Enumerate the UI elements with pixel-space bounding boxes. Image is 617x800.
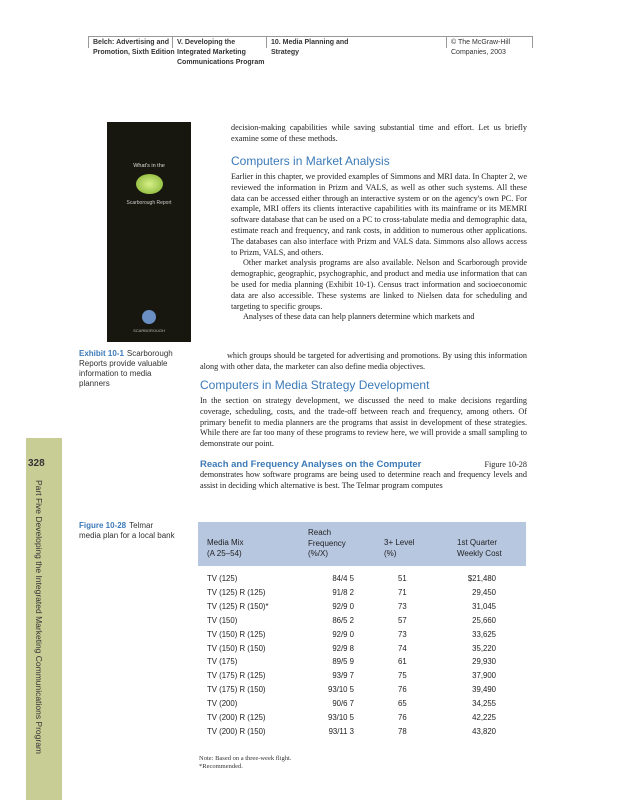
page-number: 328 [28, 458, 45, 469]
cell-weekly-cost: 35,220 [472, 643, 496, 653]
cell-reach-frequency: 93/11 3 [328, 726, 354, 736]
table-row [198, 671, 526, 685]
cell-reach-frequency: 92/9 8 [332, 643, 354, 653]
figure-label: Figure 10-28 [79, 521, 127, 530]
cell-reach-frequency: 89/5 9 [332, 657, 354, 667]
photo-circle-graphic [136, 174, 163, 194]
column-media-mix: Media Mix (A 25–54) [207, 538, 244, 558]
header-divider [88, 36, 89, 48]
cell-3plus-level: 74 [398, 643, 407, 653]
table-row [198, 630, 526, 644]
cell-weekly-cost: 29,930 [472, 657, 496, 667]
cell-media-mix: TV (125) R (150)* [207, 601, 269, 611]
cell-weekly-cost: 34,255 [472, 699, 496, 709]
cell-media-mix: TV (125) R (125) [207, 587, 266, 597]
figure-caption: Figure 10-28 Telmar media plan for a local bank [79, 521, 175, 540]
table-row [198, 574, 526, 588]
column-reach-frequency: Reach Frequency (%/X) [308, 528, 346, 558]
cell-media-mix: TV (150) R (150) [207, 643, 266, 653]
cell-weekly-cost: 39,490 [472, 685, 496, 695]
running-section-title: Part Five Developing the Integrated Marketing Communications Program [34, 480, 44, 755]
cell-reach-frequency: 93/9 7 [332, 671, 354, 681]
cell-reach-frequency: 93/10 5 [327, 685, 354, 695]
photo-logo-text: SCARBOROUGH [133, 328, 165, 333]
media-plan-table [198, 522, 526, 748]
cell-reach-frequency: 92/9 0 [332, 629, 354, 639]
exhibit-label: Exhibit 10-1 [79, 349, 124, 358]
cell-reach-frequency: 84/4 5 [332, 574, 354, 583]
table-row [198, 588, 526, 602]
cell-weekly-cost: 29,450 [472, 587, 496, 597]
cell-3plus-level: 51 [398, 574, 407, 583]
market-analysis-text-cont: which groups should be targeted for advertising and promotions. By using this information along with other data, the marketer can also define media objectives. [200, 351, 527, 371]
header-divider [532, 36, 533, 48]
cell-weekly-cost: 25,660 [472, 615, 496, 625]
intro-paragraph: decision-making capabilities while saving substantial time and effort. Let us briefly examine some of these methods. [231, 123, 527, 143]
cell-3plus-level: 61 [398, 657, 407, 667]
column-weekly-cost: 1st Quarter Weekly Cost [457, 538, 502, 558]
cell-media-mix: TV (200) [207, 699, 238, 709]
cell-media-mix: TV (175) [207, 657, 238, 667]
cell-reach-frequency: 91/8 2 [332, 587, 354, 597]
scarborough-report-image [107, 122, 191, 342]
cell-3plus-level: 71 [398, 587, 407, 597]
cell-3plus-level: 65 [398, 699, 407, 709]
cell-media-mix: TV (175) R (125) [207, 671, 266, 681]
scarborough-logo-icon [142, 310, 156, 324]
media-strategy-text: In the section on strategy development, we discussed the need to make decisions regarding coverage, scheduling, costs, and the trade-off between reach and frequency, among others. Of primary benefit to media planners are the programs that assist in development of these strategies. While there are far too many of these programs to review here, we will provide a small sampling to demonstrate our point. [200, 396, 527, 449]
table-row [198, 616, 526, 630]
cell-weekly-cost: 33,625 [472, 629, 496, 639]
cell-3plus-level: 76 [398, 713, 407, 722]
cell-media-mix: TV (200) R (150) [207, 726, 266, 736]
header-divider [266, 36, 267, 48]
table-row [198, 657, 526, 671]
table-row [198, 685, 526, 699]
exhibit-caption: Exhibit 10-1 Scarborough Reports provide valuable information to media planners [79, 349, 173, 388]
cell-reach-frequency: 90/6 7 [332, 699, 354, 709]
table-header [198, 522, 526, 566]
cell-reach-frequency: 93/10 5 [327, 713, 354, 722]
reach-frequency-text: demonstrates how software programs are being used to determine reach and frequency levels and assist in deciding which alternative is best. The Telmar program computes [200, 470, 527, 490]
column-3plus-level: 3+ Level (%) [384, 538, 415, 558]
cell-reach-frequency: 86/5 2 [332, 615, 354, 625]
header-copyright: © The McGraw-Hill Companies, 2003 [451, 39, 511, 56]
cell-reach-frequency: 92/9 0 [332, 601, 354, 611]
heading-market-analysis: Computers in Market Analysis [231, 154, 390, 168]
market-analysis-text: Earlier in this chapter, we provided examples of Simmons and MRI data. In Chapter 2, we reviewed the information in Prizm and VALS, as well as other such systems. All these data can be accessed either through an interactive system or on the agency's own PC. For example, MRI offers its clients interactive capabilities with its mainframe or its MEMRI software database that can be used on a PC to cross-tabulate media and demographic data, estimate reach and frequency, and rank costs, in addition to numerous other applications. The databases can also interface with Prizm and VALS data. Simmons also allows access to Prizm, VALS, and others. Other market analysis programs are also available. Nelson and Scarborough provide demographic, geographic, psychographic, and product and media use information that can be used for media planning (Exhibit 10-1). Census tract information and socioeconomic data are also accessible. These systems are linked to Nielsen data for scheduling and targeting to specific groups. Analyses of these data can help planners determine which markets and [231, 172, 527, 322]
cell-weekly-cost: $21,480 [467, 574, 496, 583]
cell-media-mix: TV (150) [207, 615, 238, 625]
cell-3plus-level: 73 [398, 629, 407, 639]
cell-3plus-level: 73 [398, 601, 407, 611]
cell-media-mix: TV (175) R (150) [207, 685, 266, 695]
cell-3plus-level: 76 [398, 685, 407, 695]
cell-weekly-cost: 43,820 [472, 726, 496, 736]
table-row [198, 713, 526, 727]
header-part-title: V. Developing the Integrated Marketing Communications Program [177, 39, 265, 66]
header-book-title: Belch: Advertising and Promotion, Sixth Edition [93, 39, 175, 56]
table-row [198, 699, 526, 713]
header-chapter-title: 10. Media Planning and Strategy [271, 39, 349, 56]
photo-title: What's in the [133, 163, 165, 169]
table-row [198, 644, 526, 658]
photo-subtitle: Scarborough Report [126, 200, 172, 206]
cell-3plus-level: 75 [398, 671, 407, 681]
table-row [198, 602, 526, 616]
cell-media-mix: TV (200) R (125) [207, 713, 266, 722]
cell-3plus-level: 57 [398, 615, 407, 625]
table-row [198, 727, 526, 741]
heading-media-strategy: Computers in Media Strategy Development [200, 378, 430, 392]
header-rule [88, 36, 532, 37]
cell-media-mix: TV (150) R (125) [207, 629, 266, 639]
header-divider [446, 36, 447, 48]
cell-weekly-cost: 31,045 [472, 601, 496, 611]
figure-reference: Figure 10-28 [484, 460, 527, 469]
table-notes: Note: Based on a three-week flight. *Recommended. [199, 755, 292, 770]
cell-weekly-cost: 37,900 [472, 671, 496, 681]
cell-weekly-cost: 42,225 [472, 713, 496, 722]
cell-3plus-level: 78 [398, 726, 407, 736]
cell-media-mix: TV (125) [207, 574, 238, 583]
heading-reach-frequency: Reach and Frequency Analyses on the Computer [200, 459, 422, 470]
